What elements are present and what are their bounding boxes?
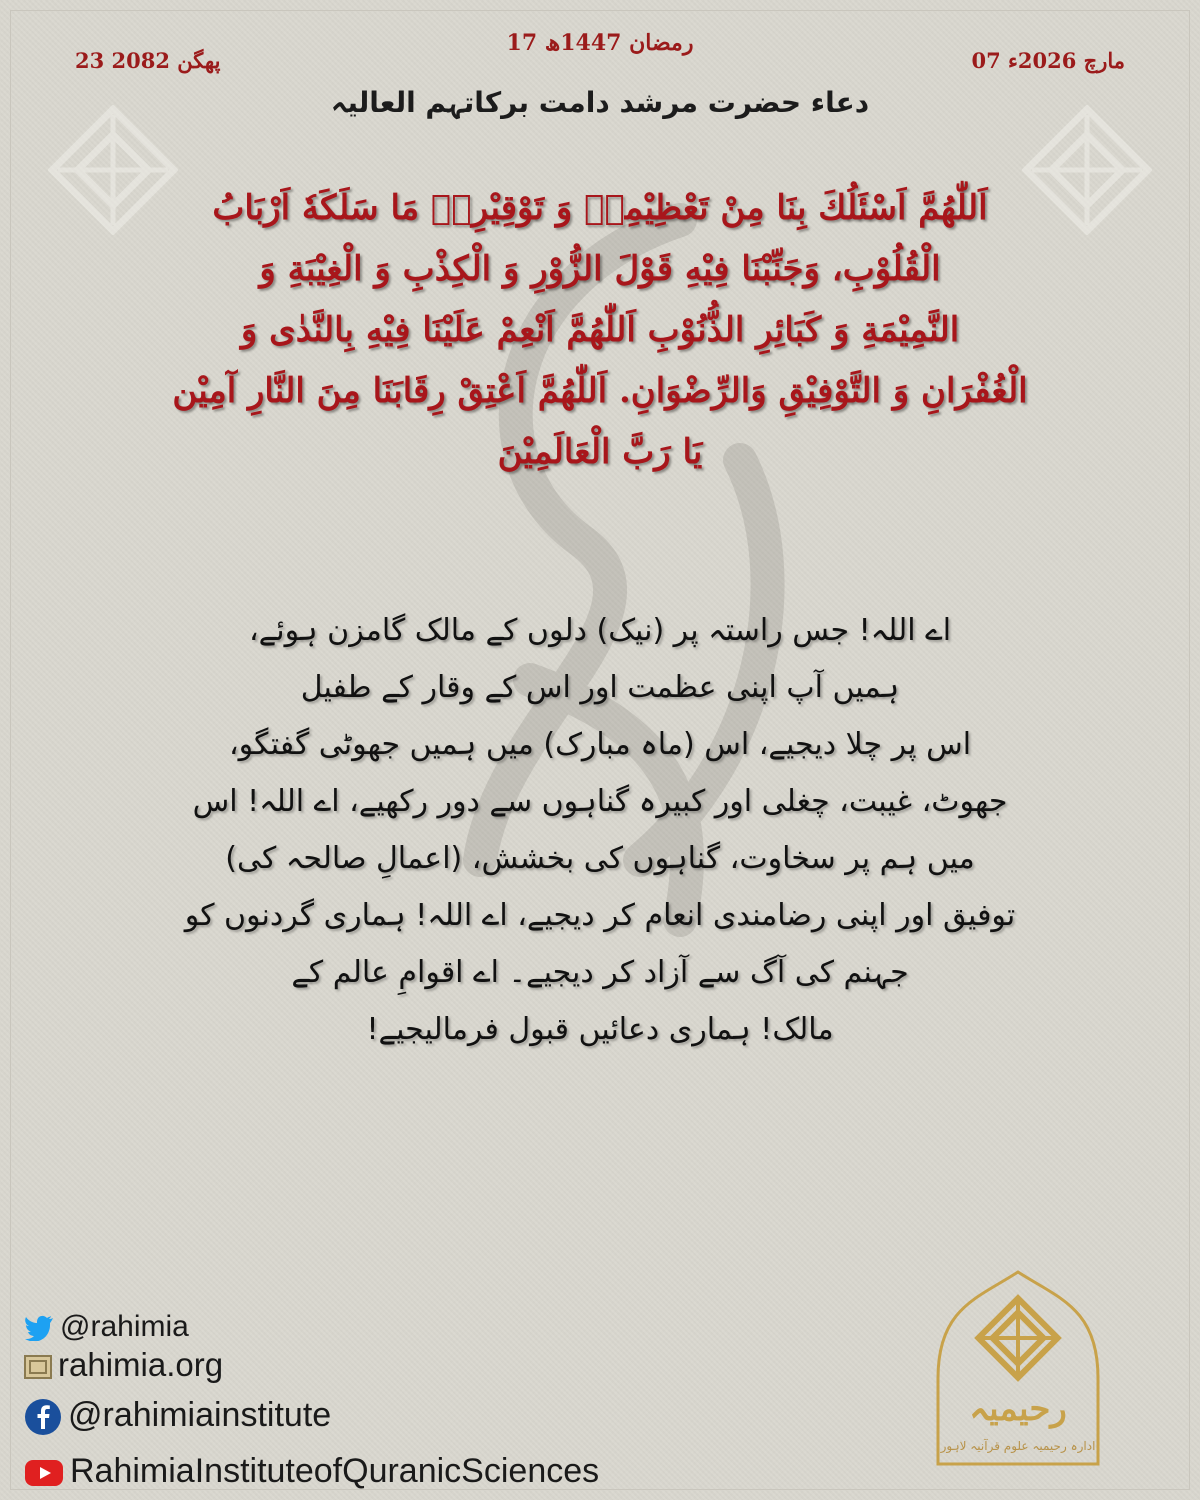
rahimia-logo: [918, 1268, 1118, 1468]
arabic-dua: [90, 178, 1110, 483]
website-link[interactable]: [24, 1346, 223, 1384]
twitter-link[interactable]: [24, 1310, 189, 1344]
website-url: rahimia.org: [58, 1346, 224, 1383]
twitter-icon: [24, 1315, 54, 1341]
arabic-line: النَّمِيْمَةِ وَ كَبَائِرِ الذُّنُوْبِ اَللّٰهُمَّ اَنْعِمْ عَلَيْنَا فِيْهِ بِالنَّدٰى وَ: [240, 310, 960, 350]
urdu-line: جہنم کی آگ سے آزاد کر دیجیے۔ اے اقوامِ عالم کے: [291, 955, 909, 990]
web-icon: [24, 1354, 52, 1380]
urdu-line: اے اللہ! جس راستہ پر (نیک) دلوں کے مالک گامزن ہوئے،: [248, 613, 952, 648]
logo-name: رحیمیہ: [969, 1389, 1067, 1429]
urdu-line: توفیق اور اپنی رضامندی انعام کر دیجیے، اے اللہ! ہماری گردنوں کو: [184, 898, 1016, 933]
facebook-icon: [24, 1398, 62, 1436]
arabic-line: يَا رَبَّ الْعَالَمِيْنَ: [497, 432, 703, 472]
twitter-handle: @rahimia: [60, 1310, 189, 1343]
hijri-date: 17 رمضان 1447ھ: [506, 30, 694, 56]
urdu-line: اس پر چلا دیجیے، اس (ماہ مبارک) میں ہمیں جھوٹی گفتگو،: [228, 727, 972, 762]
arabic-line: اَللّٰهُمَّ اَسْئَلُكَ بِنَا مِنْ تَعْظِيْمِهٖ وَ تَوْقِيْرِهٖ مَا سَلَكَهٗ اَرْبَابُ: [212, 188, 988, 228]
facebook-handle: @rahimiainstitute: [68, 1396, 332, 1434]
youtube-channel: RahimiaInstituteofQuranicSciences: [70, 1452, 600, 1490]
gregorian-date: 07 مارچ 2026ء: [971, 48, 1125, 73]
urdu-translation: [170, 602, 1030, 1058]
urdu-line: مالک! ہماری دعائیں قبول فرمالیجیے!: [366, 1012, 834, 1047]
logo-subtitle: ادارہ رحیمیہ علوم قرآنیہ لاہور: [940, 1439, 1096, 1453]
arabic-line: الْغُفْرَانِ وَ التَّوْفِيْقِ وَالرِّضْوَانِ. اَللّٰهُمَّ اَعْتِقْ رِقَابَنَا مِنَ النَّارِ آمِيْن: [172, 371, 1028, 411]
youtube-icon: [24, 1459, 64, 1487]
page-title: دعاء حضرت مرشد دامت برکاتہم العالیہ: [330, 86, 870, 119]
bikrami-date: 23 پھگن 2082: [75, 48, 221, 73]
facebook-link[interactable]: [24, 1396, 331, 1436]
urdu-line: ہمیں آپ اپنی عظمت اور اس کے وقار کے طفیل: [300, 670, 900, 705]
youtube-link[interactable]: [24, 1452, 599, 1491]
arabic-line: الْقُلُوْبِ، وَجَنِّبْنَا فِيْهِ قَوْلَ الزُّوْرِ وَ الْكِذْبِ وَ الْغِيْبَةِ وَ: [259, 249, 941, 289]
urdu-line: جھوٹ، غیبت، چغلی اور کبیرہ گناہوں سے دور رکھیے، اے اللہ! اس: [192, 784, 1008, 819]
urdu-line: میں ہم پر سخاوت، گناہوں کی بخشش، (اعمالِ صالحہ کی): [225, 841, 975, 876]
